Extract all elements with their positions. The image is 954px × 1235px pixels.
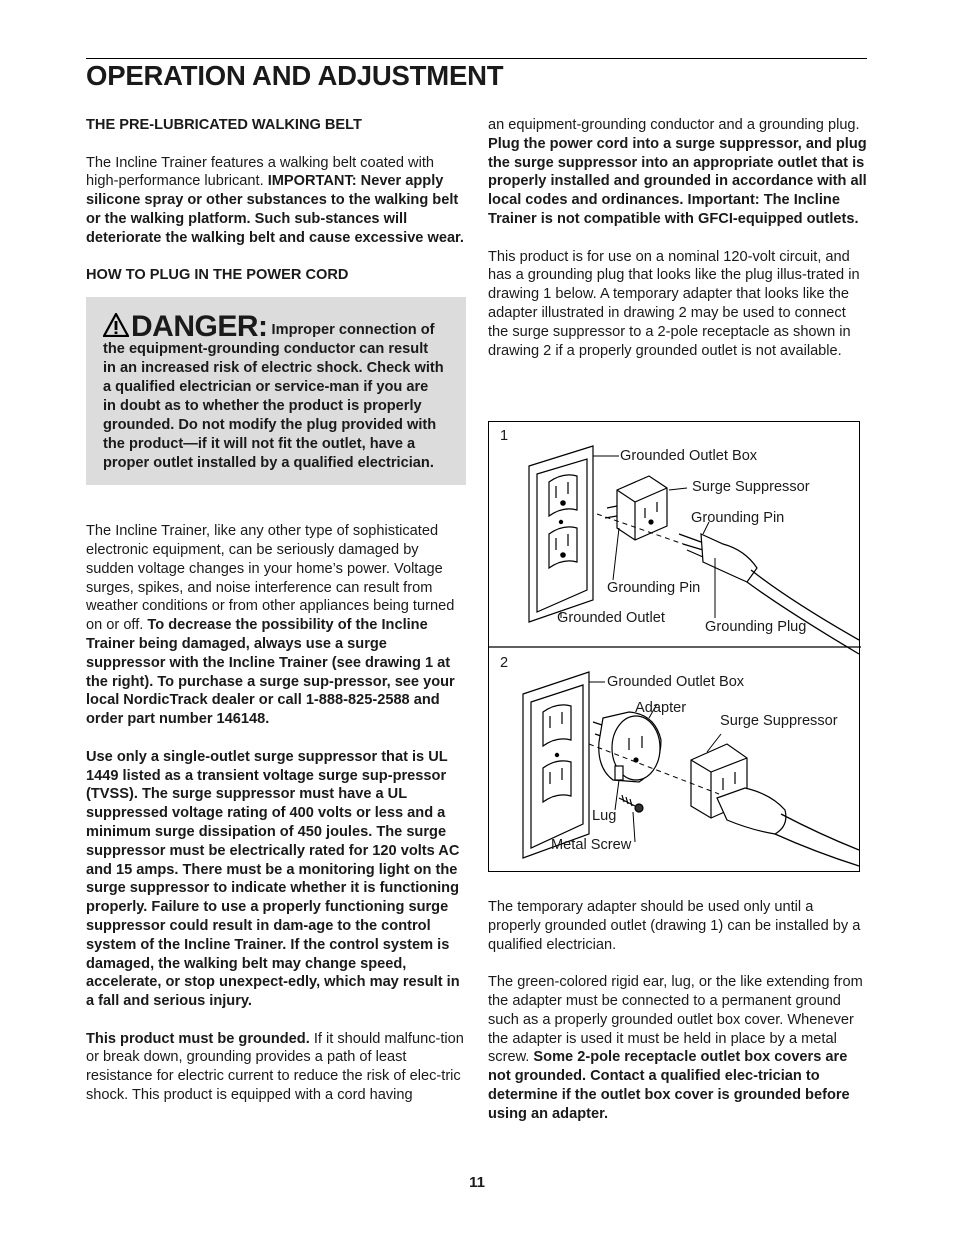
paragraph-temporary-adapter: The temporary adapter should be used only until a properly grounded outlet (drawing 1) can be installed by a qualified electrician. <box>488 899 861 953</box>
left-column <box>86 116 466 1124</box>
right-column-lower <box>488 898 868 1142</box>
plug-drawings-figure <box>488 421 860 872</box>
text-run: The Incline Trainer features a walking belt coated with high-performance lubricant. <box>86 154 435 190</box>
label-grounded-outlet: Grounded Outlet <box>557 610 665 626</box>
label-grounding-pin-2: Grounding Pin <box>607 580 701 596</box>
danger-word: DANGER: <box>131 310 268 344</box>
label-surge-suppressor-2: Surge Suppressor <box>720 713 838 729</box>
paragraph-green-ear <box>488 973 868 1123</box>
text-run-bold: This product must be grounded. <box>86 1030 310 1047</box>
text-run-bold: IMPORTANT: Never apply silicone spray or other substances to the walking belt or the walking platform. Such sub-stances will deteriorate the walking belt and cause excessive wear. <box>86 173 464 246</box>
drawing-2-number: 2 <box>500 655 509 671</box>
label-grounding-pin-1: Grounding Pin <box>691 510 785 526</box>
drawing-2-outlet-plate <box>523 672 589 858</box>
text-run-bold: Plug the power cord into a surge suppressor, and plug the surge suppressor into an appropriate outlet that is properly installed and grounded in accordance with all local codes and ordinances. Important: The Incline Trainer is not compatible with GFCI-equipped outlets. <box>488 135 867 227</box>
text-run: If it should malfunc-tion or break down, grounding provides a path of least resistance for electric current to reduce the risk of elec-tric shock. This product is equipped with a cord having <box>86 1030 464 1104</box>
paragraph-surge <box>86 522 466 729</box>
danger-text: Improper connection of the equipment-grounding conductor can result in an increased risk of electric shock. Check with a qualified electrician or service-man if you are in doubt as to whether the product is properly grounded. Do not modify the plug provided with the product—if it will not fit the outlet, have a proper outlet installed by a qualified electrician. <box>103 322 444 472</box>
page-number: 11 <box>469 1174 485 1191</box>
header-rule <box>86 58 867 59</box>
text-run: an equipment-grounding conductor and a grounding plug. <box>488 117 860 133</box>
text-run-bold: To decrease the possibility of the Incline Trainer being damaged, always use a surge suppressor with the Incline Trainer (see drawing 1 at the right). To purchase a surge sup-pressor, see your local NordicTrack dealer or call 1-888-825-2588 and order part number 146148. <box>86 617 455 728</box>
label-lug: Lug <box>592 808 617 824</box>
drawing-2-adapter <box>593 712 661 782</box>
danger-box <box>86 297 466 485</box>
paragraph-conductor <box>488 116 868 229</box>
page-title: OPERATION AND ADJUSTMENT <box>86 60 504 91</box>
drawing-2-surge-suppressor <box>691 744 859 866</box>
drawing-2-metal-screw <box>619 795 643 812</box>
text-run-bold: Some 2-pole receptacle outlet box covers are not grounded. Contact a qualified elec-trician to determine if the outlet box cover is grounded before using an adapter. <box>488 1049 850 1122</box>
right-column <box>488 116 868 379</box>
label-surge-suppressor-1: Surge Suppressor <box>692 479 810 495</box>
heading-power-cord: HOW TO PLUG IN THE POWER CORD <box>86 267 349 284</box>
label-metal-screw: Metal Screw <box>551 837 632 853</box>
text-run: The green-colored rigid ear, lug, or the like extending from the adapter must be connected to a permanent ground such as a properly grounded outlet box cover. Whenever the adapter is used it must be held in place by a metal screw. <box>488 974 863 1066</box>
heading-walking-belt: THE PRE-LUBRICATED WALKING BELT <box>86 117 362 133</box>
warning-triangle-icon <box>103 313 129 337</box>
label-grounded-outlet-box-1: Grounded Outlet Box <box>620 448 758 464</box>
label-adapter: Adapter <box>635 700 687 716</box>
text-run: The Incline Trainer, like any other type of sophisticated electronic equipment, can be seriously damaged by sudden voltage changes in your home’s power. Voltage surges, spikes, and noise interference can result from weather conditions or from other appliances being turned on or off. <box>86 523 455 634</box>
paragraph-ul-1449: Use only a single-outlet surge suppressor that is UL 1449 listed as a transient voltage surge sup-pressor (TVSS). The surge suppressor must have a UL suppressed voltage rating of 400 volts or less and a minimum surge dissipation of 450 joules. The surge suppressor must be electrically rated for 120 volts AC and 15 amps. There must be a monitoring light on the surge suppressor to indicate whether it is functioning properly. Failure to use a properly functioning surge suppressor could result in dam-age to the control system of the Incline Trainer. If the control system is damaged, the walking belt may change speed, accelerate, or stop unexpect-edly, which may result in a fall and serious injury. <box>86 748 460 1010</box>
label-grounded-outlet-box-2: Grounded Outlet Box <box>607 674 745 690</box>
drawing-1-outlet-plate <box>529 446 593 622</box>
paragraph-120-volt: This product is for use on a nominal 120-volt circuit, and has a grounding plug that looks like the plug illus-trated in drawing 1 below. A temporary adapter that looks like the adapter illustrated in drawing 2 may be used to connect the surge suppressor to a 2-pole receptacle as shown in drawing 2 if a properly grounded outlet is not available. <box>488 248 860 359</box>
drawing-1-surge-suppressor <box>605 476 667 540</box>
drawing-1-grounding-plug <box>679 534 859 654</box>
paragraph-walking-belt <box>86 154 466 248</box>
label-grounding-plug: Grounding Plug <box>705 619 807 635</box>
drawing-1-number: 1 <box>500 428 509 444</box>
paragraph-grounded <box>86 1030 466 1105</box>
